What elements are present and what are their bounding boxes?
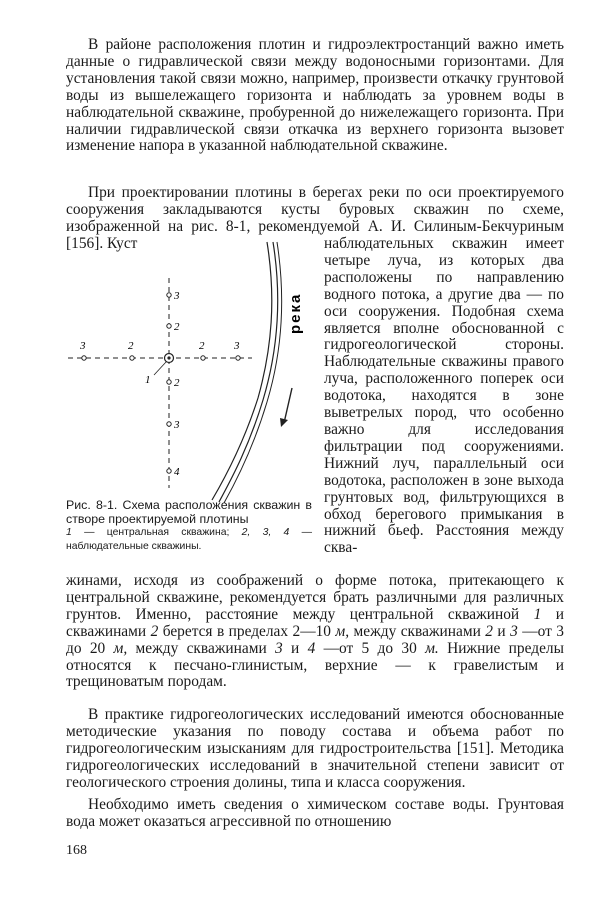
caption-lead: Рис. 8-1. Схема расположения скважин в створе проектируемой плотины — [66, 498, 312, 526]
label-center-1: 1 — [145, 374, 151, 386]
label-down-2: 2 — [174, 377, 180, 389]
paragraph-2-top: При проектировании плотины в берегах реки по оси проектируемого сооружения закладываются кусты буровых скважин по схеме, изображенной на рис. 8-1, рекомендуемой А. И. Силиным-Бекчуриным [156]. Куст — [66, 184, 564, 252]
paragraph-3: В практике гидрогеологических исследований имеются обоснованные методические указания по поводу состава и объема работ по гидрогеологическим изысканиям для гидростроительства [151]. Методика гидрогеологических исследований в значительной степени зависит от геологического строения долины, типа и класса сооружения. — [66, 706, 564, 791]
flow-arrow-head — [280, 418, 288, 427]
label-down-3: 3 — [174, 419, 180, 431]
label-down-4: 4 — [174, 466, 180, 478]
label-up-3: 3 — [174, 290, 180, 302]
paragraph-2-wrapped-column: наблюдательных скважин имеет четыре луча, из которых два расположены по направлению водного потока, а другие два — по оси сооружения. Подобная схема является вполне обоснованной с гидрогеологической стороны. Наблюдательные скважины правого луча, расположенного поперек оси водотока, находятся в зоне выветрелых пород, что особенно важно для исследования фильтрации под сооружениями. Нижний луч, параллельный оси водотока, расположен в зоне выхода грунтовых вод, фильтрующихся в обход берегового примыкания в нижний бьеф. Расстояния между сква- — [324, 235, 564, 557]
river-bank-1 — [212, 242, 272, 500]
well-up-2 — [167, 324, 171, 328]
label-right-2: 2 — [199, 340, 205, 352]
well-up-3 — [167, 293, 171, 297]
well-left-3 — [82, 356, 86, 360]
figure-caption — [66, 499, 312, 553]
flow-arrow — [284, 388, 292, 423]
well-right-2 — [201, 356, 205, 360]
caption-num-1: 1 — [66, 527, 72, 539]
caption-text-1: — центральная скважина; — [84, 527, 230, 539]
well-left-2 — [130, 356, 134, 360]
river-bank-3 — [224, 242, 282, 503]
center-leader-line — [154, 362, 166, 375]
well-down-2 — [167, 380, 171, 384]
caption-text-2: — наблюдательные скважины. — [66, 527, 312, 552]
label-left-2: 2 — [128, 340, 134, 352]
label-right-3: 3 — [234, 340, 240, 352]
paragraph-4: Необходимо иметь сведения о химическом составе воды. Грунтовая вода может оказаться агрессивной по отношению — [66, 796, 564, 830]
river-label: река — [287, 292, 304, 334]
label-left-3: 3 — [80, 340, 86, 352]
well-down-3 — [167, 422, 171, 426]
paragraph-2-bottom: жинами, исходя из соображений о форме потока, притекающего к центральной скважине, рекомендуется брать различными для различных грунтов. Именно, расстояние между центральной скважиной 1 и скважинами 2 берется в пределах 2—10 м, между скважинами 2 и 3 —от 3 до 20 м, между скважинами 3 и 4 —от 5 до 30 м. Нижние пределы относятся к песчано-глинистым, верхние — к гравелистым и трещиноватым породам. — [66, 572, 564, 691]
river-bank-2 — [219, 242, 278, 502]
well-cluster-diagram — [62, 238, 312, 503]
well-right-3 — [236, 356, 240, 360]
caption-nums: 2, 3, 4 — [241, 527, 290, 539]
label-up-2: 2 — [174, 321, 180, 333]
page-number: 168 — [66, 843, 87, 858]
well-down-4 — [167, 469, 171, 473]
paragraph-1: В районе расположения плотин и гидроэлектростанций важно иметь данные о гидравлической связи между водоносными горизонтами. Для установления такой связи можно, например, произвести откачку грунтовой воды из вышележащего горизонта и наблюдать за уровнем воды в наблюдательной скважине, пробуренной до нижележащего горизонта. При наличии гидравлической связи откачка из верхнего горизонта вызовет изменение напора в указанной наблюдательной скважине. — [66, 36, 564, 155]
